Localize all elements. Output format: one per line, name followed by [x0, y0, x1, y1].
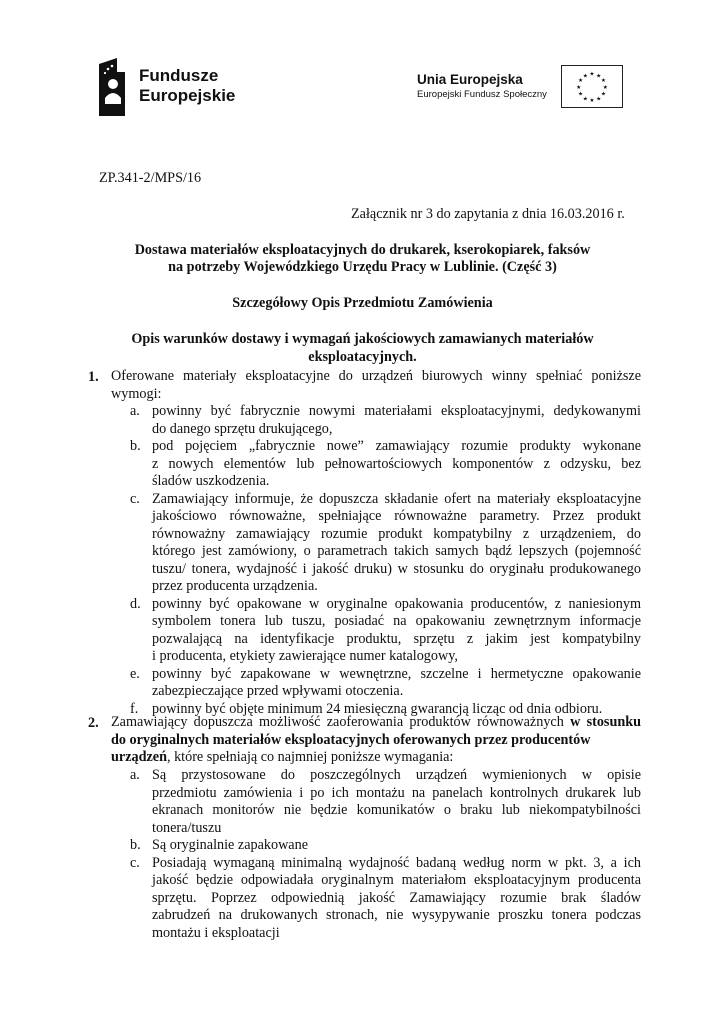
svg-text:★: ★ — [582, 96, 588, 103]
svg-text:★: ★ — [577, 91, 584, 98]
section2-list — [130, 767, 641, 942]
section2-item-line: Są oryginalnie zapakowane — [152, 837, 309, 853]
section2-item-line: jakość będzie odpowiadała oryginalnym materiałom eksploatacyjnym producenta — [152, 872, 641, 888]
svg-text:★: ★ — [576, 84, 582, 91]
section2-item-line: sprzętu. Poprzez odpowiednią jakość Zamawiający rozumie brak śladów — [152, 889, 641, 906]
section1-list — [130, 403, 641, 718]
svg-text:★: ★ — [602, 84, 608, 91]
section1-item-line: symbolem tonera lub tuszu, posiadać na opakowaniu zewnętrznym informacje — [152, 613, 641, 629]
section1-item-label: a. — [130, 403, 140, 419]
heading-line1: Opis warunków dostawy i wymagań jakościowych zamawianych materiałów — [131, 331, 594, 347]
svg-text:★: ★ — [596, 73, 602, 80]
svg-text:★: ★ — [600, 78, 607, 85]
fe-logo-line1: Fundusze — [139, 66, 219, 85]
section2-intro-line1 — [111, 714, 641, 732]
section1-item-line: którego jest zamówiony, o parametrach takich samych bądź lepszych (pojemność — [152, 543, 641, 559]
section2-item-label: b. — [130, 837, 141, 853]
ue-logo-text — [417, 71, 547, 102]
section1-item-d — [130, 595, 641, 666]
section1-item-line: powinny być objęte minimum 24 miesięczną gwarancją licząc od dnia odbioru. — [152, 700, 603, 717]
section1-item-c — [130, 490, 641, 596]
section1-item-line: równoważny zamawiający rozumie produkt kompatybilny z urządzeniem, do — [152, 525, 641, 542]
section2-item-line: montażu i eksploatacji — [152, 924, 280, 941]
section2-item-line: tonera/tuszu — [152, 819, 222, 836]
section2-intro-line3-text: , które spełniają co najmniej poniższe wymagania: — [166, 749, 454, 765]
section1-item-line: pod pojęciem „fabrycznie nowe” zamawiający rozumie produkty wykonane — [152, 438, 641, 454]
document-reference: ZP.341-2/MPS/16 — [99, 170, 202, 186]
section2-item-c — [130, 854, 641, 943]
section1-item-line: Zamawiający informuje, że dopuszcza składanie ofert na materiały eksploatacyjne — [152, 490, 641, 507]
section2-item-b — [130, 837, 641, 855]
section2-intro-line2-bold: do oryginalnych materiałów eksploatacyjnych oferowanych przez producentów — [111, 731, 591, 748]
svg-text:★: ★ — [589, 71, 595, 78]
title-line1: Dostawa materiałów eksploatacyjnych do drukarek, kserokopiarek, faksów — [134, 242, 591, 258]
title-line2: na potrzeby Wojewódzkiego Urzędu Pracy w Lublinie. (Część 3) — [168, 259, 557, 275]
fe-logo-line2: Europejskie — [139, 86, 236, 105]
section1-item-line: przez producenta urządzenia. — [152, 578, 318, 594]
attachment-line: Załącznik nr 3 do zapytania z dnia 16.03.2016 r. — [351, 206, 625, 222]
section1-item-line: śladów uszkodzenia. — [152, 473, 270, 489]
fe-logo-text — [139, 66, 235, 106]
svg-text:★: ★ — [589, 98, 595, 105]
eu-flag-icon — [561, 65, 623, 108]
section1-item-line: z nowych elementów lub pełnowartościowych komponentów z odzysku, bez — [152, 455, 641, 472]
section2-intro-line1-bold: w stosunku — [570, 714, 642, 730]
ue-title: Unia Europejska — [417, 72, 523, 87]
section2-intro-line3 — [111, 749, 641, 767]
section1-item-label: c. — [130, 490, 140, 507]
ue-subtitle: Europejski Fundusz Społeczny — [417, 89, 547, 100]
fundusze-europejskie-logo — [99, 58, 239, 116]
section2-item-line: zabrudzeń na drukowanych stronach, nie wysypywanie proszku tonera podczas — [152, 907, 641, 923]
section1-item-label: f. — [130, 700, 139, 717]
section1-item-line: pozwalającą na identyfikacje produktu, sprzętu z jakim jest kompatybilny — [152, 630, 641, 647]
section2-item-line: Posiadają wymaganą minimalną wydajność badaną według norm w pkt. 3, a ich — [152, 854, 641, 871]
section1-item-line: i producenta, etykiety zawierające numer katalogowy, — [152, 648, 458, 664]
section1-item-label: e. — [130, 665, 140, 682]
svg-text:★: ★ — [582, 73, 588, 80]
section2-item-line: ekranach monitorów nie będzie komunikatów o braku lub niekompatybilności — [152, 802, 641, 818]
section1-item-line: zabezpieczające przed wpływami otoczenia. — [152, 683, 404, 699]
section1-intro-line1: Oferowane materiały eksploatacyjne do urządzeń biurowych winny spełniać poniższe — [111, 368, 641, 384]
section2-item-a — [130, 767, 641, 837]
section1-item-line: powinny być zapakowane w wewnętrzne, szczelne i hermetyczne opakowanie — [152, 665, 641, 682]
section1-intro-line2: wymogi: — [111, 385, 162, 402]
section1-item-line: tuszu/ tonera, wydajność i jakość druku) w stosunku do oryginału produkowanego — [152, 560, 641, 577]
section2-number: 2. — [88, 715, 99, 731]
section1-item-e — [130, 665, 641, 701]
svg-text:★: ★ — [596, 96, 602, 103]
section1-item-line: powinny być opakowane w oryginalne opakowania producentów, z naniesionym — [152, 595, 641, 612]
section1-item-line: powinny być fabrycznie nowymi materiałami eksploatacyjnymi, dedykowanymi — [152, 403, 641, 419]
section2-item-line: przedmiotu zamówienia i po ich montażu na panelach kontrolnych drukarek lub — [152, 784, 641, 801]
section1-item-line: jakościowo równoważne, spełniające równoważne parametry. Przez produkt — [152, 508, 641, 524]
section1 — [111, 368, 641, 403]
section2-intro-line2 — [111, 732, 641, 750]
section1-item-label: b. — [130, 438, 141, 454]
section2-item-label: a. — [130, 767, 140, 783]
section2 — [111, 714, 641, 767]
section2-intro-line3-bold: urządzeń — [111, 749, 167, 765]
subtitle: Szczegółowy Opis Przedmiotu Zamówienia — [232, 295, 493, 311]
section2-intro-line1-text: Zamawiający dopuszcza możliwość zaoferowania produktów równoważnych — [111, 714, 571, 730]
section1-number: 1. — [88, 369, 99, 385]
section1-item-b — [130, 438, 641, 491]
section1-item-line: do danego sprzętu drukującego, — [152, 420, 333, 437]
section1-item-label: d. — [130, 595, 141, 612]
heading-line2: eksploatacyjnych. — [308, 349, 417, 365]
fe-logo-mark-icon — [99, 58, 125, 116]
section2-item-label: c. — [130, 854, 140, 871]
section1-item-a — [130, 403, 641, 438]
svg-text:★: ★ — [600, 91, 607, 98]
section2-item-line: Są przystosowane do poszczególnych urządzeń wymienionych w opisie — [152, 767, 641, 783]
svg-text:★: ★ — [577, 78, 584, 85]
